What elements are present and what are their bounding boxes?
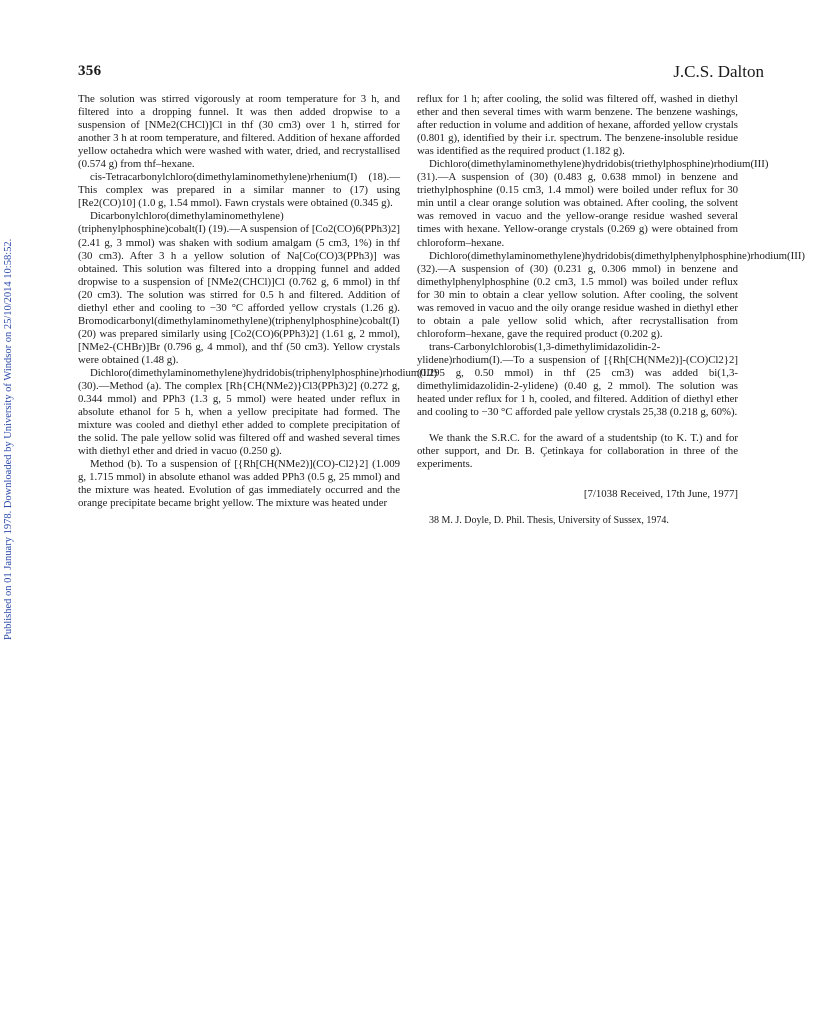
paragraph: Dicarbonylchloro(dimethylaminomethylene)(triphenylphosphine)cobalt(I) (19).—A suspension of [Co2(CO)6(PPh3)2] (2.41 g, 3 mmol) was shaken with sodium amalgam (5 cm3, 1%) in thf (30 cm3). After 3 h a yellow solution of Na[Co(CO)3(PPh3)] was obtained. This solution was filtered into a dropping funnel and added dropwise to a suspension of [NMe2(CHCl)]Cl (0.762 g, 6 mmol) in thf (20 cm3). The solution was stirred for 0.5 h and filtered. Addition of diethyl ether and cooling to −30 °C afforded yellow crystals (1.26 g). Bromodicarbonyl(dimethylaminomethylene)(triphenylphosphine)cobalt(I) (20) was prepared similarly using [Co2(CO)6(PPh3)2] (1.61 g, 2 mmol), [NMe2-(CHBr)]Br (0.796 g, 4 mmol), and thf (50 cm3). Yellow crystals were obtained (1.48 g).: [78, 210, 400, 366]
paragraph: reflux for 1 h; after cooling, the solid was filtered off, washed in diethyl ether and then several times with warm benzene. The benzene washings, after reduction in volume and addition of hexane, afforded yellow crystals (0.801 g), identified by their i.r. spectrum. The benzene-insoluble residue was identified as the required product (1.182 g).: [417, 93, 738, 158]
paragraph: Dichloro(dimethylaminomethylene)hydridobis(dimethylphenylphosphine)rhodium(III) (32).—A suspension of (30) (0.231 g, 0.306 mmol) in benzene and dimethylphenylphosphine (0.2 cm3, 1.5 mmol) was boiled under reflux for 30 min to obtain a clear yellow solution. After cooling, the solvent was removed in vacuo and the oily orange residue washed in diethyl ether to obtain a pale yellow solid which, after recrystallisation from chloroform–hexane, gave the required product (0.202 g).: [417, 249, 806, 340]
paragraph: cis-Tetracarbonylchloro(dimethylaminomethylene)rhenium(I) (18).—This complex was prepared in a similar manner to (17) using [Re2(CO)10] (1.0 g, 1.54 mmol). Fawn crystals were obtained (0.345 g).: [78, 171, 400, 210]
journal-title: J.C.S. Dalton: [673, 62, 764, 81]
paragraph: trans-Carbonylchlorobis(1,3-dimethylimidazolidin-2-ylidene)rhodium(I).—To a suspension of [{Rh[CH(NMe2)]-(CO)Cl2}2] (0.295 g, 0.50 mmol) in thf (25 cm3) was added bi(1,3-dimethylimidazolidin-2-ylidene) (0.40 g, 2 mmol). The solution was heated under reflux for 1 h, cooled, and filtered. Addition of diethyl ether and cooling to −30 °C afforded pale yellow crystals 25,38 (0.218 g, 60%).: [417, 340, 738, 419]
download-notice-text: Published on 01 January 1978. Downloaded by University of Windsor on 25/10/2014 10:58:52.: [3, 238, 14, 640]
paragraph: The solution was stirred vigorously at room temperature for 3 h, and filtered into a dropping funnel. It was then added dropwise to a suspension of [NMe2(CHCl)]Cl in thf (30 cm3) over 1 h, stirred for another 3 h at room temperature, and filtered. Addition of hexane afforded yellow octahedra which were washed with water, dried, and recrystallised (0.574 g) from thf–hexane.: [78, 93, 400, 171]
paragraph: Dichloro(dimethylaminomethylene)hydridobis(triphenylphosphine)rhodium(III) (30).—Method (a). The complex [Rh{CH(NMe2)}Cl3(PPh3)2] (0.272 g, 0.344 mmol) and PPh3 (1.3 g, 5 mmol) were heated under reflux in absolute ethanol for 5 h, when a yellow precipitate had formed. The mixture was cooled and diethyl ether added to complete precipitation of the solid. The pale yellow solid was filtered off and washed several times with diethyl ether and dried in vacuo (0.250 g).: [78, 366, 438, 458]
reference-footnote: 38 M. J. Doyle, D. Phil. Thesis, University of Sussex, 1974.: [429, 515, 669, 527]
right-column: [417, 93, 806, 527]
paragraph: Method (b). To a suspension of [{Rh[CH(NMe2)](CO)-Cl2}2] (1.009 g, 1.715 mmol) in absolute ethanol was added PPh3 (0.5 g, 25 mmol) and the mixture was heated. Evolution of gas immediately occurred and the orange precipitate became bright yellow. The mixture was heated under: [78, 458, 400, 510]
left-column: [78, 93, 438, 511]
received-date: [7/1038 Received, 17th June, 1977]: [583, 488, 738, 501]
page-number: 356: [78, 63, 102, 79]
download-notice: [2, 210, 16, 640]
paragraph: Dichloro(dimethylaminomethylene)hydridobis(triethylphosphine)rhodium(III) (31).—A suspension of (30) (0.483 g, 0.638 mmol) in benzene and triethylphosphine (0.15 cm3, 1.4 mmol) were boiled under reflux for 30 min until a clear orange solution was obtained. After cooling, the solvent was removed in vacuo and the yellow-orange residue washed several times with hexane. Yellow-orange crystals (0.269 g) were obtained from chloroform–hexane.: [417, 158, 769, 249]
acknowledgement: We thank the S.R.C. for the award of a studentship (to K. T.) and for other support, and Dr. B. Çetinkaya for collaboration in three of the experiments.: [417, 432, 738, 471]
